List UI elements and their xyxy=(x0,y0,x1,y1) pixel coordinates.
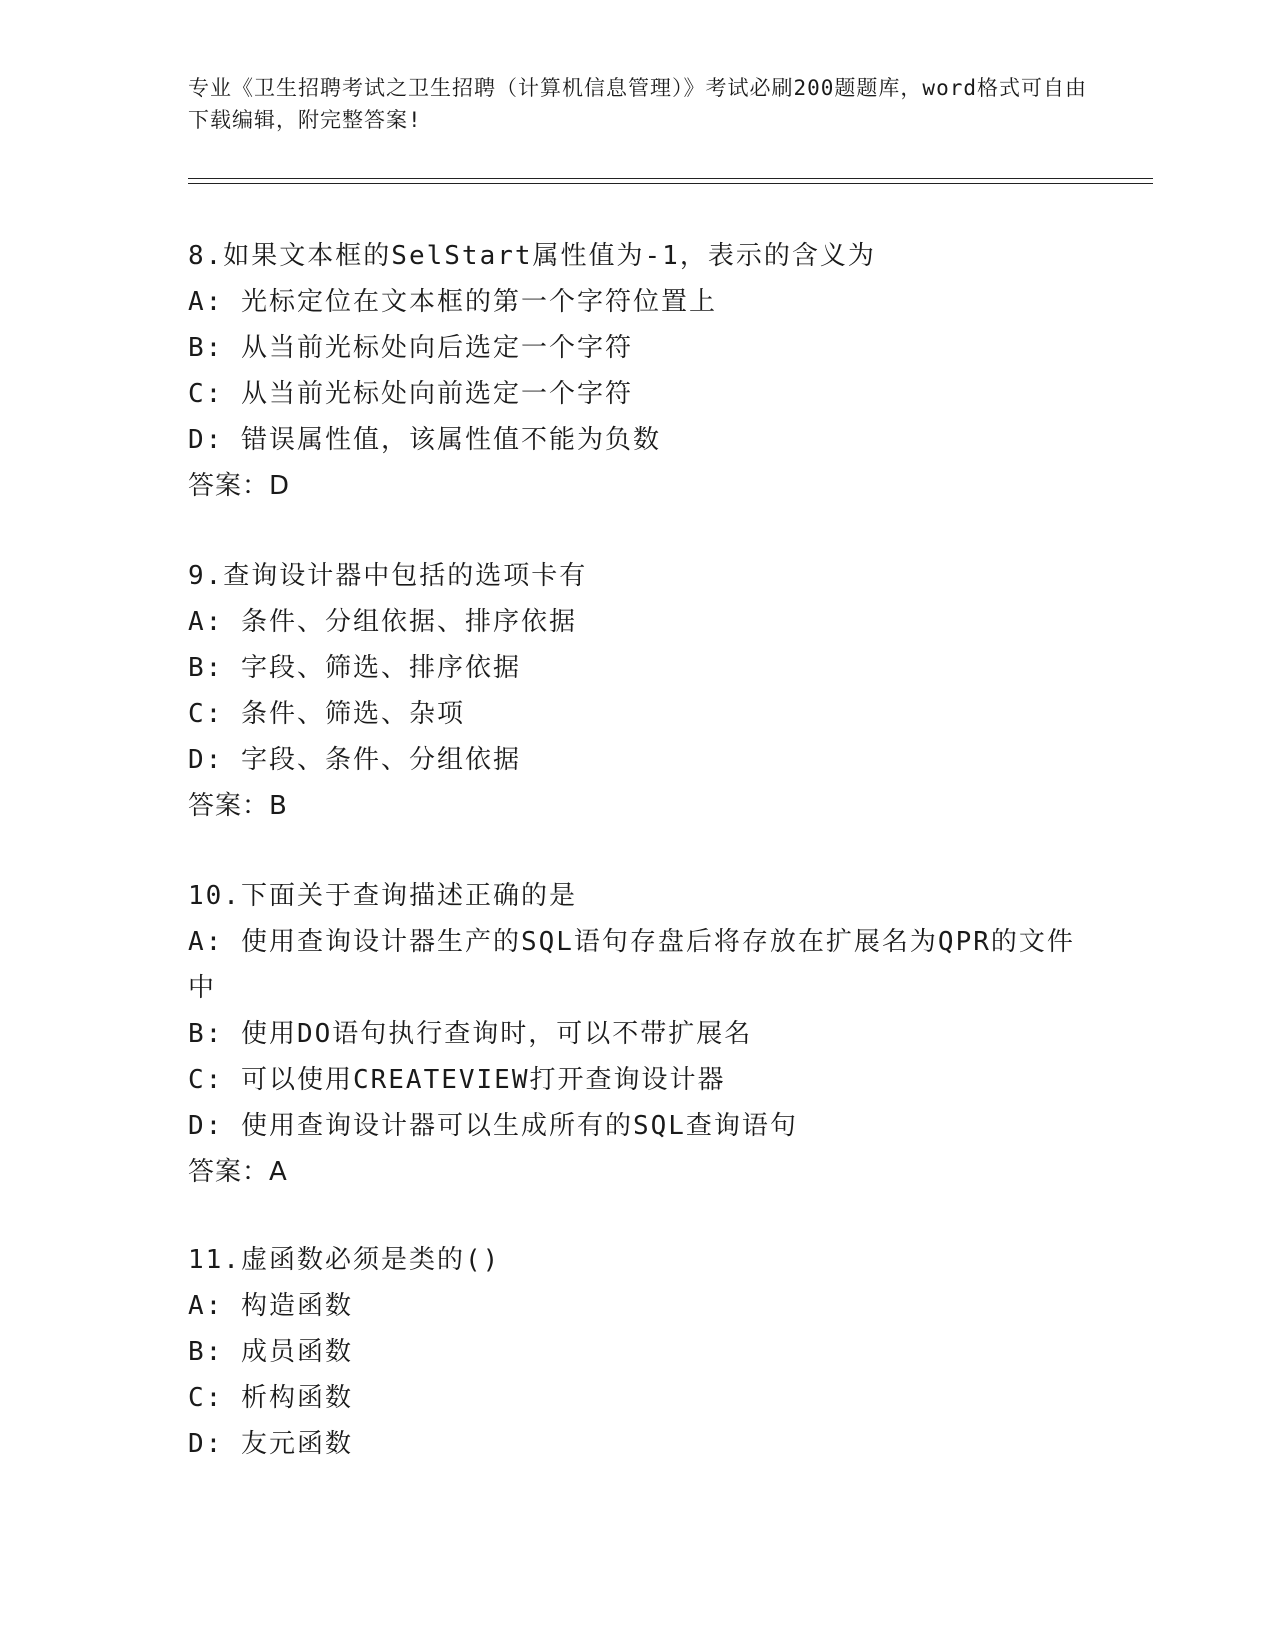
option-d: D: 字段、条件、分组依据 xyxy=(188,745,521,775)
header-divider-bottom xyxy=(188,183,1153,184)
option-d: D: 错误属性值，该属性值不能为负数 xyxy=(188,425,661,455)
document-header: 专业《卫生招聘考试之卫生招聘（计算机信息管理）》考试必刷200题题库，word格式可自由下载编辑，附完整答案! xyxy=(188,76,1087,132)
question-stem: 9.查询设计器中包括的选项卡有 xyxy=(188,561,588,591)
answer-line: 答案：B xyxy=(188,791,288,821)
question-8 xyxy=(188,233,1088,509)
question-10 xyxy=(188,873,1088,1195)
option-a: A: 使用查询设计器生产的SQL语句存盘后将存放在扩展名为QPR的文件中 xyxy=(188,927,1075,1003)
option-d: D: 友元函数 xyxy=(188,1429,353,1459)
answer-line: 答案：A xyxy=(188,1157,288,1187)
option-a: A: 构造函数 xyxy=(188,1291,353,1321)
option-b: B: 使用DO语句执行查询时，可以不带扩展名 xyxy=(188,1019,753,1049)
option-b: B: 从当前光标处向后选定一个字符 xyxy=(188,333,633,363)
question-stem: 11.虚函数必须是类的() xyxy=(188,1245,501,1275)
option-c: C: 可以使用CREATEVIEW打开查询设计器 xyxy=(188,1065,726,1095)
option-b: B: 成员函数 xyxy=(188,1337,353,1367)
question-stem: 10.下面关于查询描述正确的是 xyxy=(188,881,577,911)
option-c: C: 从当前光标处向前选定一个字符 xyxy=(188,379,633,409)
option-d: D: 使用查询设计器可以生成所有的SQL查询语句 xyxy=(188,1111,798,1141)
question-9 xyxy=(188,553,1088,829)
option-a: A: 光标定位在文本框的第一个字符位置上 xyxy=(188,287,717,317)
header-divider-top xyxy=(188,178,1153,179)
answer-line: 答案：D xyxy=(188,471,291,501)
option-a: A: 条件、分组依据、排序依据 xyxy=(188,607,577,637)
question-11 xyxy=(188,1237,1088,1467)
option-c: C: 条件、筛选、杂项 xyxy=(188,699,465,729)
option-c: C: 析构函数 xyxy=(188,1383,353,1413)
question-stem: 8.如果文本框的SelStart属性值为-1，表示的含义为 xyxy=(188,241,876,271)
option-b: B: 字段、筛选、排序依据 xyxy=(188,653,521,683)
